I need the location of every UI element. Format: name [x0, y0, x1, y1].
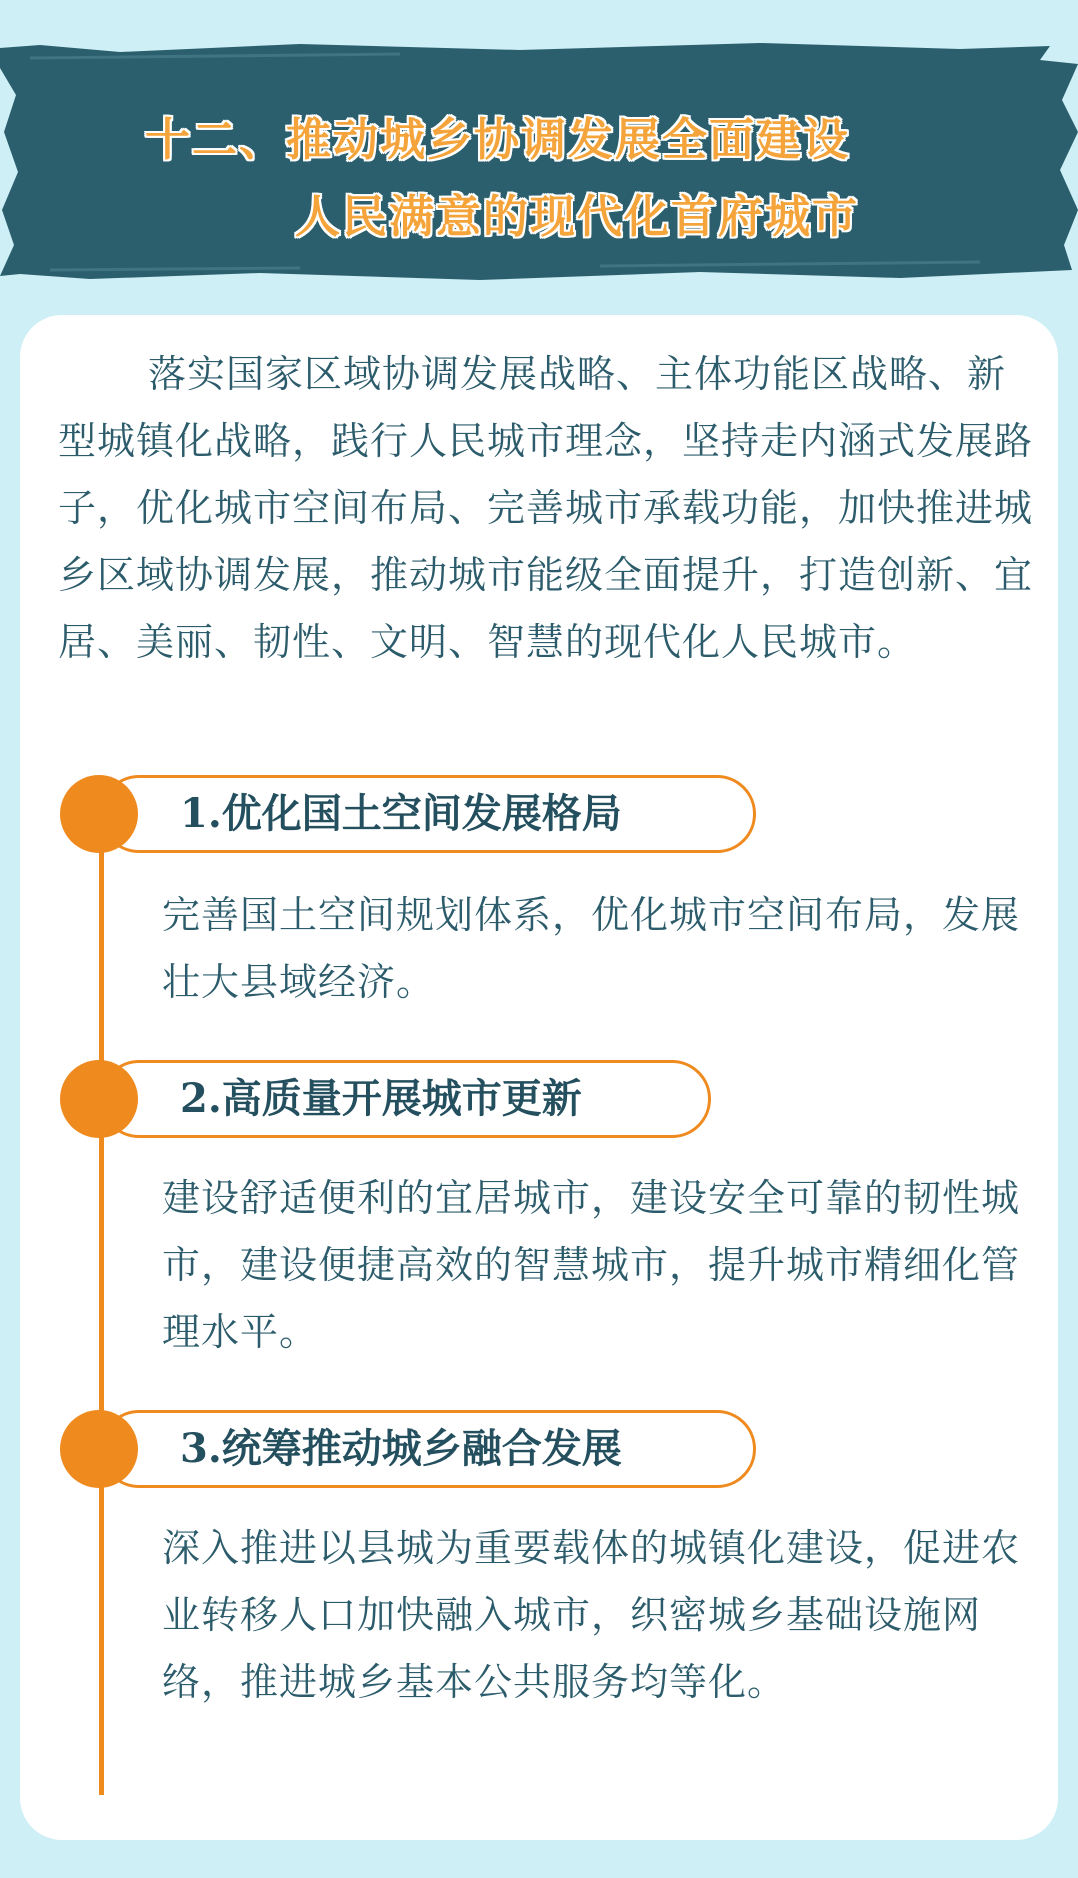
intro-paragraph: 落实国家区域协调发展战略、主体功能区战略、新型城镇化战略，践行人民城市理念，坚持走内涵式发展路子，优化城市空间布局、完善城市承载功能，加快推进城乡区域协调发展，推动城市能级全面提升，打造创新、宜居、美丽、韧性、文明、智慧的现代化人民城市。	[58, 352, 1034, 664]
bullet-dot	[60, 1060, 138, 1138]
section-1-heading	[60, 775, 755, 853]
timeline-line	[99, 795, 104, 1795]
bullet-dot	[60, 775, 138, 853]
section-3-body: 深入推进以县城为重要载体的城镇化建设，促进农业转移人口加快融入城市，织密城乡基础设施网络，推进城乡基本公共服务均等化。	[162, 1526, 1021, 1704]
section-1-title: 1.优化国土空间发展格局	[180, 790, 622, 837]
section-2-heading	[60, 1060, 710, 1138]
section-3-title: 3.统筹推动城乡融合发展	[180, 1425, 622, 1472]
page-title	[0, 40, 1078, 285]
header-banner	[0, 40, 1078, 285]
bullet-dot	[60, 1410, 138, 1488]
title-line-2: 人民满意的现代化首府城市	[295, 190, 860, 243]
section-2-title: 2.高质量开展城市更新	[180, 1075, 582, 1122]
title-line-1: 十二、推动城乡协调发展全面建设	[145, 113, 851, 166]
section-2-body: 建设舒适便利的宜居城市，建设安全可靠的韧性城市，建设便捷高效的智慧城市，提升城市精细化管理水平。	[162, 1176, 1021, 1354]
content-card	[20, 315, 1058, 1840]
section-1-body: 完善国土空间规划体系，优化城市空间布局，发展壮大县域经济。	[162, 893, 1021, 1004]
section-3-heading	[60, 1410, 755, 1488]
